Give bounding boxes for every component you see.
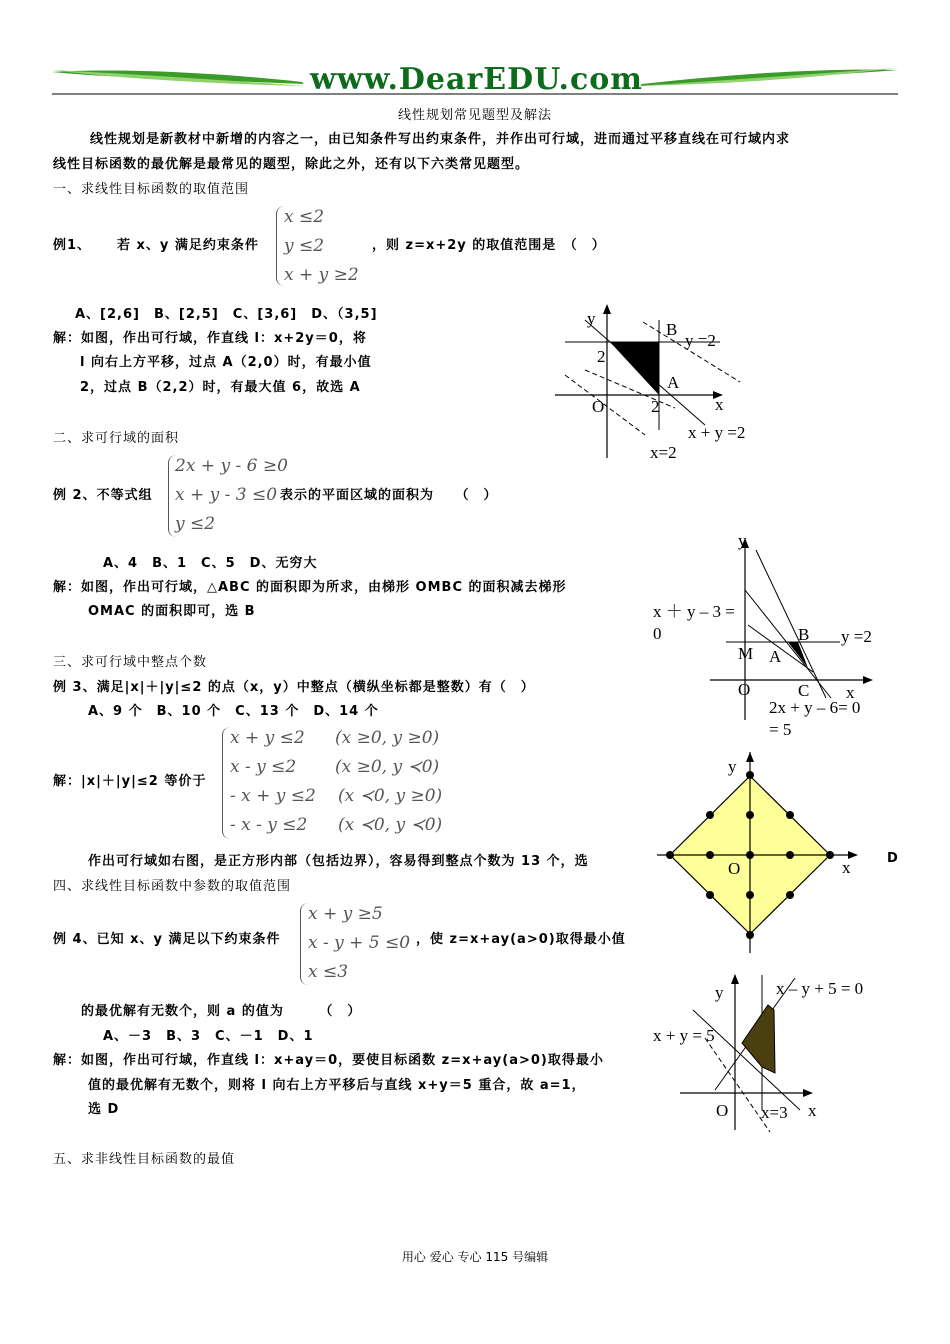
example-1-choices: A、[2,6] B、[2,5] C、[3,6] D、（3,5] — [75, 307, 378, 322]
example-4-constraint-3: x ≤3 — [308, 962, 349, 982]
example-2-label: 例 2、不等式组 — [53, 488, 153, 503]
fig2-label-x-y-3-line1: x ＋ y – 3 = — [653, 602, 735, 621]
example-1-solution-line2: l 向右上方平移，过点 A（2,0）时，有最小值 — [80, 355, 372, 370]
fig1-label-y-eq-2: y =2 — [685, 331, 716, 350]
fig1-label-2-x: 2 — [651, 397, 660, 416]
fig2-label-c: C — [798, 681, 810, 700]
fig4-label-x: x — [808, 1101, 817, 1120]
example-3-solution-answer: D — [887, 851, 899, 866]
fig2-label-y: y — [738, 531, 747, 550]
fig2-label-y-eq-2: y =2 — [841, 627, 872, 646]
figure-1-feasible-region — [555, 300, 795, 470]
example-2-constraint-1: 2x + y - 6 ≥0 — [175, 456, 288, 476]
header-banner — [52, 58, 898, 100]
example-2-choices: A、4 B、1 C、5 D、无穷大 — [103, 556, 318, 571]
fig4-shaded-region — [742, 1005, 775, 1073]
example-4-line2: 的最优解有无数个，则 a 的值为 （ ） — [81, 1004, 362, 1019]
example-1-label: 例1、 — [53, 238, 92, 253]
figure-3-integer-points — [655, 748, 865, 958]
fig1-label-x-eq-2: x=2 — [650, 443, 677, 462]
fig1-label-2-y: 2 — [597, 347, 606, 366]
fig2-line-2x-y-6 — [756, 550, 826, 698]
example-1-tail: ，则 z=x+2y 的取值范围是 （ ） — [372, 238, 606, 253]
intro-paragraph-line1: 线性规划是新教材中新增的内容之一，由已知条件写出约束条件，并作出可行域，进而通过平移直线在可行域内求 — [90, 132, 791, 147]
example-4-choices: A、－3 B、3 C、－1 D、1 — [103, 1029, 314, 1044]
fig2-label-m: M — [738, 644, 754, 663]
example-2-solution-line1: 解：如图，作出可行域，△ABC 的面积即为所求，由梯形 OMBC 的面积减去梯形 — [53, 580, 567, 595]
fig3-integer-point — [746, 851, 754, 859]
example-4-label: 例 4、已知 x、y 满足以下约束条件 — [53, 932, 281, 947]
section-4-heading: 四、求线性目标函数中参数的取值范围 — [53, 879, 292, 894]
example-4-solution-line1: 解：如图，作出可行域，作直线 l：x+ay＝0，要使目标函数 z=x+ay(a>0)取得最小 — [53, 1053, 604, 1068]
document-title: 线性规划常见题型及解法 — [397, 108, 552, 123]
example-3-equivalence-rows — [230, 728, 442, 844]
fig2-label-x-y-3-line2: 0 — [653, 624, 662, 643]
section-3-heading: 三、求可行域中整点个数 — [53, 655, 208, 670]
fig3-integer-point — [786, 891, 794, 899]
example-2-constraint-3: y ≤2 — [175, 514, 216, 534]
fig3-integer-point — [746, 771, 754, 779]
fig2-label-2x-y-6-line2: = 5 — [769, 720, 792, 739]
fig1-label-a: A — [667, 373, 680, 392]
section-5-heading: 五、求非线性目标函数的最值 — [53, 1152, 236, 1167]
figure-4-feasible-region — [650, 970, 890, 1140]
fig3-integer-point — [746, 811, 754, 819]
example-1-text: 若 x、y 满足约束条件 — [117, 238, 259, 253]
figure-2-feasible-region — [648, 530, 898, 740]
example-4-solution-line3: 选 D — [88, 1102, 120, 1117]
fig3-label-x: x — [842, 858, 851, 877]
example-2-constraint-2: x + y - 3 ≤0 — [175, 485, 278, 505]
fig1-label-y: y — [587, 309, 596, 328]
fig4-label-y: y — [715, 983, 724, 1002]
equivalence-row: x - y ≤2 (x ≥0, y ≺0) — [230, 757, 440, 777]
fig2-shaded-region — [788, 642, 808, 668]
fig4-label-x-3: x=3 — [761, 1103, 788, 1122]
example-1-constraint-1: x ≤2 — [284, 207, 325, 227]
fig2-label-o: O — [738, 680, 751, 699]
example-3-text: 例 3、满足|x|＋|y|≤2 的点（x，y）中整点（横纵坐标都是整数）有（ ） — [53, 680, 535, 695]
example-2-tail: 表示的平面区域的面积为 （ ） — [280, 488, 498, 503]
fig3-integer-point — [826, 851, 834, 859]
fig3-integer-point — [706, 851, 714, 859]
fig3-integer-point — [706, 891, 714, 899]
example-4-solution-line2: 值的最优解有无数个，则将 l 向右上方平移后与直线 x+y＝5 重合，故 a=1， — [88, 1078, 586, 1093]
fig1-label-o: O — [592, 397, 605, 416]
fig3-label-o: O — [728, 859, 741, 878]
example-1-solution-line1: 解：如图，作出可行域，作直线 l：x+2y＝0，将 — [53, 331, 367, 346]
example-3-solution-line2: 作出可行域如右图，是正方形内部（包括边界），容易得到整点个数为 13 个，选 — [88, 854, 589, 869]
fig2-label-2x-y-6-line1: 2x + y – 6= 0 — [769, 698, 861, 717]
equivalence-row: - x + y ≤2 (x ≺0, y ≥0) — [230, 786, 443, 806]
fig1-shaded-region — [610, 342, 659, 395]
intro-paragraph-line2: 线性目标函数的最优解是最常见的题型，除此之外，还有以下六类常见题型。 — [53, 157, 530, 172]
fig1-label-b: B — [666, 320, 678, 339]
fig3-integer-point — [706, 811, 714, 819]
example-3-choices: A、9 个 B、10 个 C、13 个 D、14 个 — [88, 704, 379, 719]
example-2-solution-line2: OMAC 的面积即可，选 B — [88, 604, 256, 619]
fig3-integer-point — [786, 851, 794, 859]
fig4-label-o: O — [716, 1101, 729, 1120]
equivalence-row: x + y ≤2 (x ≥0, y ≥0) — [230, 728, 440, 748]
fig3-label-y: y — [728, 757, 737, 776]
section-1-heading: 一、求线性目标函数的取值范围 — [53, 182, 250, 197]
fig4-label-x-plus-y-5: x + y = 5 — [653, 1026, 715, 1045]
example-1-constraint-2: y ≤2 — [284, 236, 325, 256]
fig2-line-x-y-3 — [745, 590, 831, 698]
fig4-line-x-plus-y-5 — [693, 1010, 800, 1110]
example-4-tail: ，使 z=x+ay(a>0)取得最小值 — [416, 932, 626, 947]
fig1-label-x: x — [715, 395, 724, 414]
example-3-solution-label: 解：|x|＋|y|≤2 等价于 — [53, 774, 207, 789]
fig1-label-x-plus-y-2: x + y =2 — [688, 423, 746, 442]
fig2-label-b: B — [798, 625, 810, 644]
example-1-constraint-3: x + y ≥2 — [284, 265, 359, 285]
fig4-label-x-y-5: x – y + 5 = 0 — [776, 979, 864, 998]
section-2-heading: 二、求可行域的面积 — [53, 431, 180, 446]
example-4-constraint-1: x + y ≥5 — [308, 904, 383, 924]
site-logo-text: www.DearEDU.com — [310, 62, 644, 97]
fig3-integer-point — [786, 811, 794, 819]
example-4-constraint-2: x - y + 5 ≤0 — [308, 933, 411, 953]
equivalence-row: - x - y ≤2 (x ≺0, y ≺0) — [230, 815, 443, 835]
example-1-solution-line3: 2，过点 B（2,2）时，有最大值 6，故选 A — [80, 380, 361, 395]
page-footer: 用心 爱心 专心 115 号编辑 — [401, 1250, 549, 1264]
fig2-label-a: A — [769, 647, 782, 666]
fig3-integer-point — [746, 891, 754, 899]
fig2-label-x: x — [846, 683, 855, 702]
fig3-integer-point — [746, 931, 754, 939]
fig3-integer-point — [666, 851, 674, 859]
